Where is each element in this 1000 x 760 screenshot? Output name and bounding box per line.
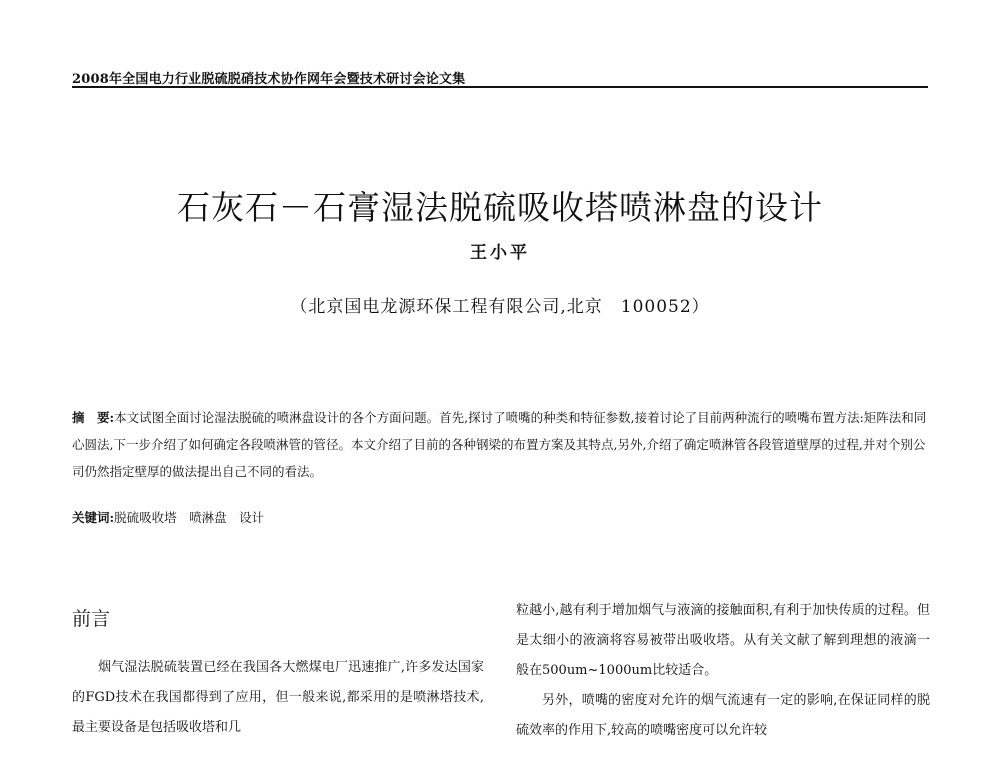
keywords-text: 脱硫吸收塔 喷淋盘 设计	[114, 510, 265, 525]
right-paragraph-1: 粒越小,越有利于增加烟气与液滴的接触面积,有利于加快传质的过程。但是太细小的液滴将容易被带出吸收塔。从有关文献了解到理想的液滴一般在500um~1000um比较适合。	[516, 603, 930, 678]
abstract-text: 本文试图全面讨论湿法脱硫的喷淋盘设计的各个方面问题。首先,探讨了喷嘴的种类和特征参数,接着讨论了目前两种流行的喷嘴布置方法:矩阵法和同心圆法,下一步介绍了如何确定各段喷淋管的管径。本文介绍了目前的各种钢梁的布置方案及其特点,另外,介绍了确定喷淋管各段管道壁厚的过程,并对个别公司仍然指定壁厚的做法提出自己不同的看法。	[72, 410, 927, 479]
author-name: 王小平	[470, 243, 530, 263]
author-affiliation: （北京国电龙源环保工程有限公司,北京 100052）	[290, 297, 710, 317]
keywords-label: 关键词:	[72, 510, 115, 525]
left-column	[72, 604, 484, 743]
section-heading: 前言	[72, 608, 111, 630]
right-paragraph-2: 另外，喷嘴的密度对允许的烟气流速有一定的影响,在保证同样的脱硫效率的作用下,较高的喷嘴密度可以允许较	[516, 693, 930, 738]
header-rule	[72, 86, 928, 88]
paper-title: 石灰石－石膏湿法脱硫吸收塔喷淋盘的设计	[177, 188, 823, 228]
keywords	[72, 508, 930, 528]
right-column	[516, 596, 930, 746]
running-header: 2008年全国电力行业脱硫脱硝技术协作网年会暨技术研讨会论文集	[72, 72, 466, 87]
abstract	[72, 404, 930, 485]
left-paragraph: 烟气湿法脱硫装置已经在我国各大燃煤电厂迅速推广,许多发达国家的FGD技术在我国都得到了应用，但一般来说,都采用的是喷淋塔技术,最主要设备是包括吸收塔和几	[72, 660, 484, 735]
abstract-label: 摘 要:	[72, 410, 115, 425]
